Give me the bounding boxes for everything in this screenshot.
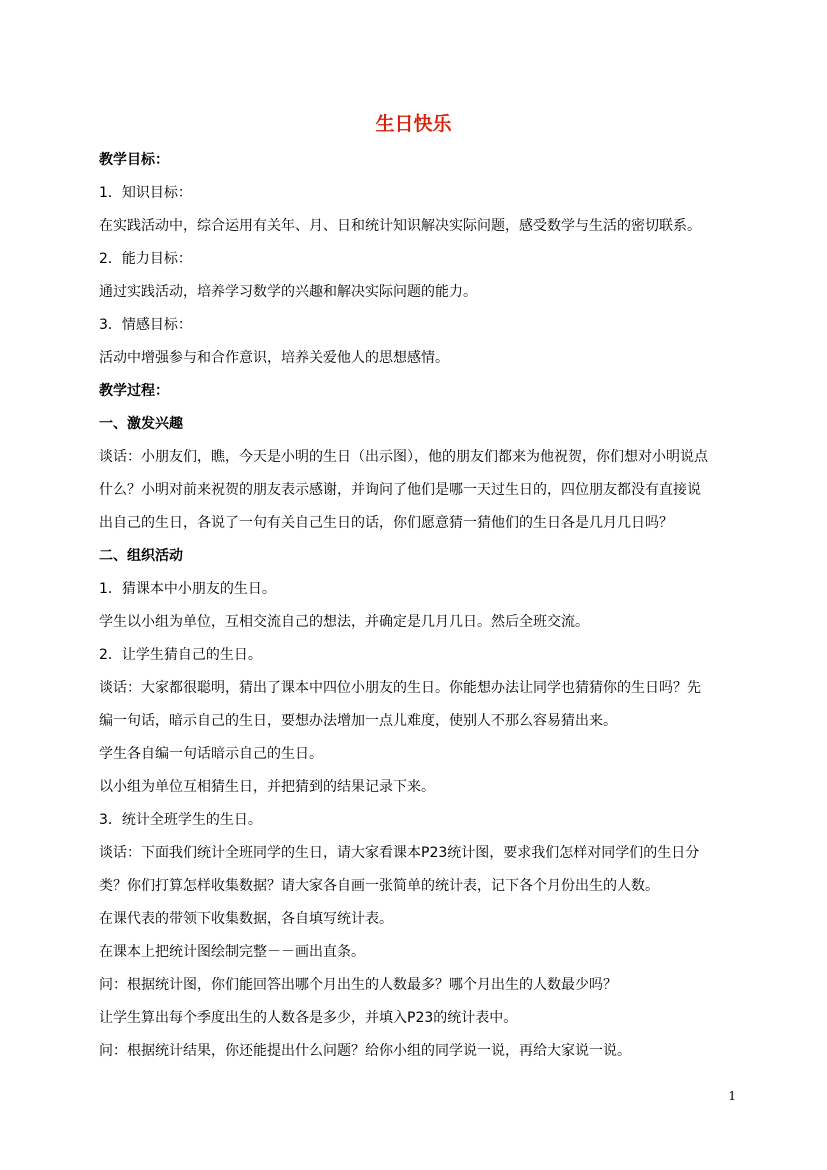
paragraph-line: 编一句话，暗示自己的生日，要想办法增加一点儿难度，使别人不那么容易猜出来。 bbox=[99, 713, 617, 729]
paragraph-line: 问：根据统计结果，你还能提出什么问题？给你小组的同学说一说，再给大家说一说。 bbox=[99, 1043, 631, 1059]
paragraph-line: 问：根据统计图，你们能回答出哪个月出生的人数最多？哪个月出生的人数最少吗？ bbox=[99, 977, 617, 993]
objective-2-heading: 2．能力目标： bbox=[99, 251, 192, 267]
paragraph-line: 在课代表的带领下收集数据，各自填写统计表。 bbox=[99, 911, 393, 927]
document-title: 生日快乐 bbox=[375, 113, 452, 135]
objective-3-heading: 3．情感目标： bbox=[99, 317, 192, 333]
paragraph-line: 谈话：下面我们统计全班同学的生日，请大家看课本P23统计图，要求我们怎样对同学们的生日分 bbox=[99, 845, 700, 861]
paragraph-line: 以小组为单位互相猜生日，并把猜到的结果记录下来。 bbox=[99, 779, 435, 795]
section-heading-process: 教学过程： bbox=[99, 383, 169, 399]
activity-3-heading: 3．统计全班学生的生日。 bbox=[99, 812, 262, 828]
paragraph-line: 活动中增强参与和合作意识，培养关爱他人的思想感情。 bbox=[99, 350, 449, 366]
paragraph-line: 什么？小明对前来祝贺的朋友表示感谢，并询问了他们是哪一天过生日的，四位朋友都没有直接说 bbox=[99, 482, 701, 498]
paragraph-line: 谈话：小朋友们，瞧，今天是小明的生日（出示图），他的朋友们都来为他祝贺，你们想对小明说点 bbox=[99, 449, 708, 465]
subsection-heading-activities: 二、组织活动 bbox=[99, 548, 183, 564]
objective-1-heading: 1．知识目标： bbox=[99, 185, 192, 201]
activity-1-heading: 1．猜课本中小朋友的生日。 bbox=[99, 581, 276, 597]
paragraph-line: 学生各自编一句话暗示自己的生日。 bbox=[99, 746, 323, 762]
subsection-heading-interest: 一、激发兴趣 bbox=[99, 416, 183, 432]
paragraph-line: 在实践活动中，综合运用有关年、月、日和统计知识解决实际问题，感受数学与生活的密切联系。 bbox=[99, 218, 701, 234]
paragraph-line: 学生以小组为单位，互相交流自己的想法，并确定是几月几日。然后全班交流。 bbox=[99, 614, 589, 630]
paragraph-line: 在课本上把统计图绘制完整－－画出直条。 bbox=[99, 944, 365, 960]
paragraph-line: 谈话：大家都很聪明，猜出了课本中四位小朋友的生日。你能想办法让同学也猜猜你的生日吗？先 bbox=[99, 680, 701, 696]
paragraph-line: 通过实践活动，培养学习数学的兴趣和解决实际问题的能力。 bbox=[99, 284, 477, 300]
paragraph-line: 出自己的生日，各说了一句有关自己生日的话，你们愿意猜一猜他们的生日各是几月几日吗？ bbox=[99, 515, 673, 531]
page-number: 1 bbox=[728, 1089, 736, 1103]
activity-2-heading: 2．让学生猜自己的生日。 bbox=[99, 647, 262, 663]
paragraph-line: 类？你们打算怎样收集数据？请大家各自画一张简单的统计表，记下各个月份出生的人数。 bbox=[99, 878, 659, 894]
paragraph-line: 让学生算出每个季度出生的人数各是多少，并填入P23的统计表中。 bbox=[99, 1010, 518, 1026]
section-heading-objectives: 教学目标： bbox=[99, 152, 169, 168]
